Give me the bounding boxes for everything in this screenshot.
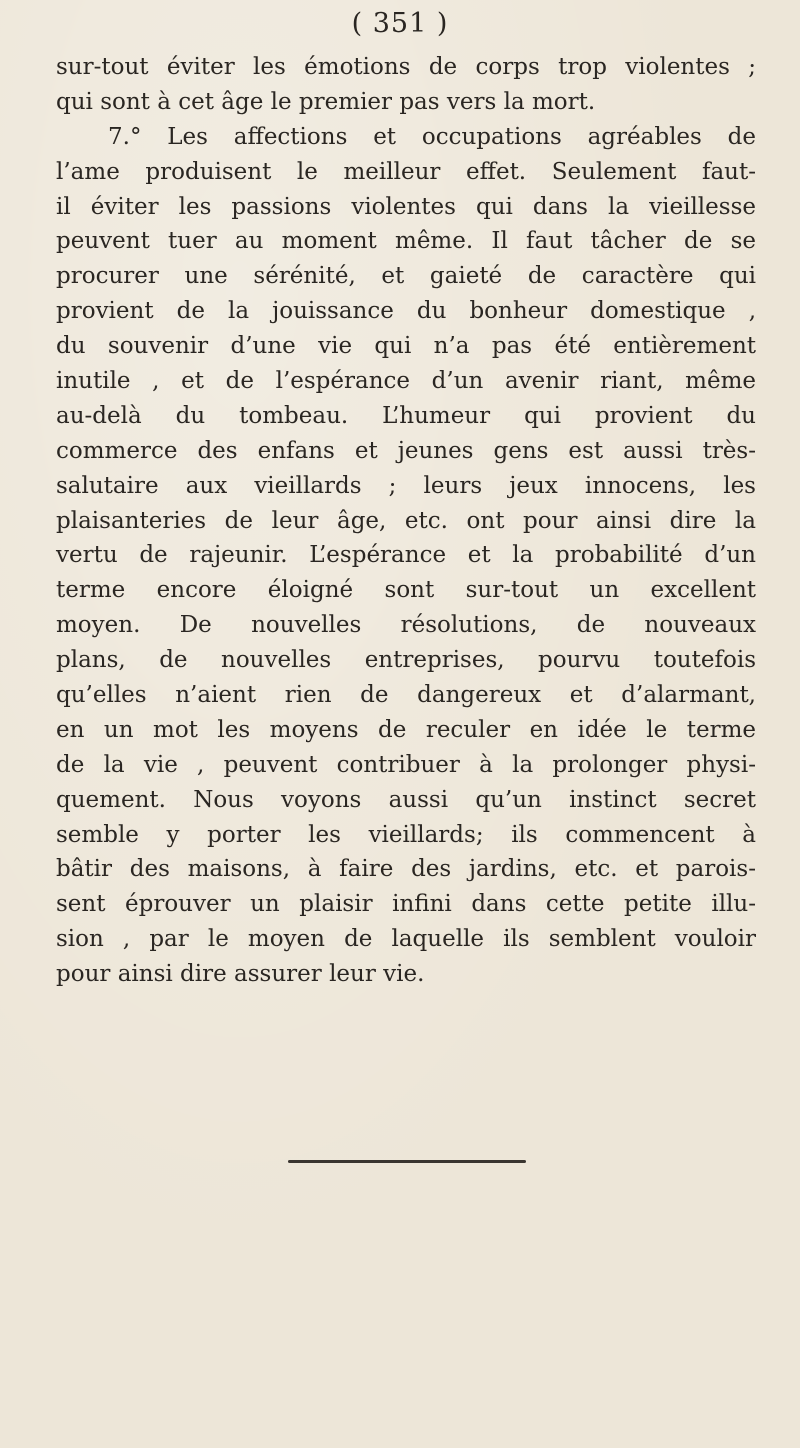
text-line: au-delà du tombeau. L’humeur qui provient du — [56, 402, 756, 429]
text-line: sur-tout éviter les émotions de corps trop violentes ; — [56, 54, 756, 80]
text-line: 7.° Les affections et occupations agréables de — [108, 123, 756, 150]
text-line: l’ame produisent le meilleur effet. Seulement faut- — [56, 158, 756, 185]
text-line: qui sont à cet âge le premier pas vers la mort. — [56, 88, 596, 115]
text-line: bâtir des maisons, à faire des jardins, etc. et parois- — [56, 856, 756, 883]
text-line: procurer une sérénité, et gaieté de caractère qui — [56, 263, 756, 290]
text-line: peuvent tuer au moment même. Il faut tâcher de se — [56, 228, 756, 255]
text-line: qu’elles n’aient rien de dangereux et d’alarmant, — [56, 682, 756, 709]
text-line: plaisanteries de leur âge, etc. ont pour ainsi dire la — [56, 507, 756, 534]
text-line: pour ainsi dire assurer leur vie. — [56, 961, 425, 988]
text-line: sent éprouver un plaisir infini dans cette petite illu- — [56, 891, 756, 918]
text-line: semble y porter les vieillards; ils commencent à — [56, 821, 756, 848]
text-line: du souvenir d’une vie qui n’a pas été entièrement — [56, 333, 756, 360]
text-line: salutaire aux vieillards ; leurs jeux innocens, les — [56, 472, 756, 499]
text-line: il éviter les passions violentes qui dans la vieillesse — [56, 193, 756, 220]
text-line: sion , par le moyen de laquelle ils semblent vouloir — [56, 926, 756, 953]
text-line: provient de la jouissance du bonheur domestique , — [56, 298, 756, 325]
text-line: plans, de nouvelles entreprises, pourvu toutefois — [56, 647, 756, 674]
section-divider — [288, 1160, 526, 1163]
text-line: de la vie , peuvent contribuer à la prolonger physi- — [56, 751, 756, 778]
text-line: terme encore éloigné sont sur-tout un excellent — [56, 577, 756, 604]
text-line: moyen. De nouvelles résolutions, de nouveaux — [56, 612, 756, 639]
body-text — [56, 50, 756, 992]
text-line: inutile , et de l’espérance d’un avenir riant, même — [56, 368, 756, 395]
text-line: commerce des enfans et jeunes gens est aussi très- — [56, 437, 756, 464]
text-line: vertu de rajeunir. L’espérance et la probabilité d’un — [56, 542, 756, 569]
page-number: ( 351 ) — [351, 8, 449, 39]
text-line: quement. Nous voyons aussi qu’un instinct secret — [56, 786, 756, 813]
text-line: en un mot les moyens de reculer en idée le terme — [56, 716, 756, 743]
